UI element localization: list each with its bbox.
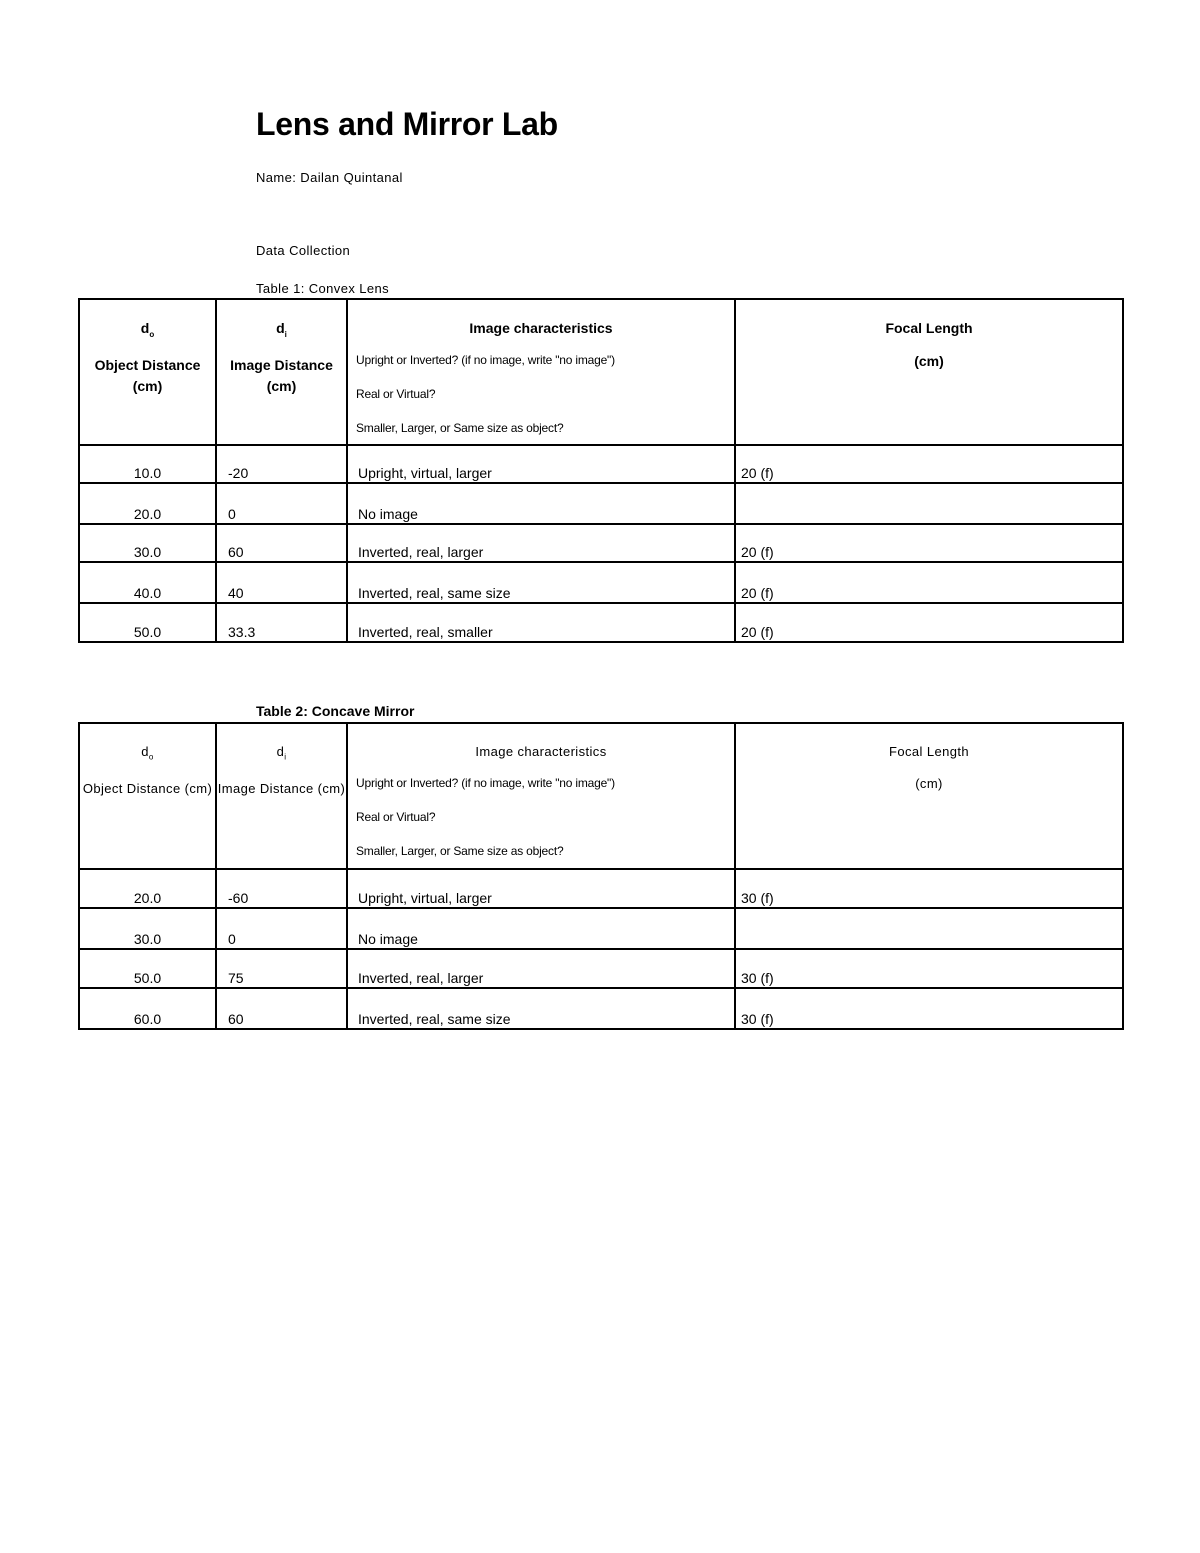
table-row [79,603,1123,642]
image-characteristics-title: Image characteristics [475,744,607,759]
image-distance-cell: 40 [216,562,347,603]
table-header-row [79,723,1123,869]
focal-length-header [735,299,1123,445]
image-distance-symbol: $d_i$ [276,320,287,339]
object-distance-cell: 20.0 [79,869,216,908]
focal-length-cell: 20 (f) [735,603,1123,642]
image-characteristics-header [347,299,735,445]
image-distance-cell: 0 [216,483,347,524]
concave-mirror-table [78,722,1124,1030]
image-distance-label: Image Distance (cm) [230,356,333,394]
image-characteristics-title: Image characteristics [469,320,613,336]
name-line: Name: Dailan Quintanal [256,170,403,185]
section-heading: Data Collection [256,243,351,258]
focal-length-cell [735,483,1123,524]
image-distance-cell: -20 [216,445,347,483]
object-distance-cell: 60.0 [79,988,216,1029]
image-characteristics-cell: Inverted, real, larger [347,524,735,562]
image-characteristics-cell: Inverted, real, larger [347,949,735,988]
image-characteristics-cell: No image [347,908,735,949]
image-distance-cell: 60 [216,524,347,562]
image-characteristics-cell: No image [347,483,735,524]
object-distance-header [79,299,216,445]
orientation-question: Upright or Inverted? (if no image, write "no image") [356,353,615,367]
focal-length-unit: (cm) [915,776,943,791]
real-virtual-question: Real or Virtual? [356,810,436,824]
object-distance-symbol: $d_o$ [141,744,154,762]
focal-length-title: Focal Length [885,320,973,336]
image-characteristics-cell: Upright, virtual, larger [347,869,735,908]
focal-length-cell: 30 (f) [735,869,1123,908]
focal-length-header [735,723,1123,869]
image-distance-cell: 0 [216,908,347,949]
table-row [79,562,1123,603]
real-virtual-question: Real or Virtual? [356,387,436,401]
image-distance-label: Image Distance (cm) [217,780,346,796]
table-header-row [79,299,1123,445]
object-distance-cell: 30.0 [79,524,216,562]
image-distance-header [216,299,347,445]
object-distance-symbol: $d_o$ [140,320,155,339]
object-distance-cell: 30.0 [79,908,216,949]
focal-length-cell: 20 (f) [735,562,1123,603]
size-question: Smaller, Larger, or Same size as object? [356,844,564,858]
object-distance-label: Object Distance (cm) [82,780,213,796]
object-distance-cell: 40.0 [79,562,216,603]
table-row [79,949,1123,988]
orientation-question: Upright or Inverted? (if no image, write "no image") [356,776,615,790]
object-distance-cell: 50.0 [79,603,216,642]
image-distance-cell: 60 [216,988,347,1029]
focal-length-cell [735,908,1123,949]
object-distance-label: Object Distance (cm) [94,356,201,394]
image-characteristics-cell: Upright, virtual, larger [347,445,735,483]
table-row [79,869,1123,908]
focal-length-cell: 30 (f) [735,949,1123,988]
image-characteristics-cell: Inverted, real, same size [347,562,735,603]
focal-length-title: Focal Length [889,744,969,759]
convex-lens-table [78,298,1124,643]
image-characteristics-cell: Inverted, real, same size [347,988,735,1029]
document-title: Lens and Mirror Lab [256,106,558,142]
table-row [79,524,1123,562]
object-distance-header [79,723,216,869]
size-question: Smaller, Larger, or Same size as object? [356,421,564,435]
focal-length-cell: 20 (f) [735,524,1123,562]
image-characteristics-header [347,723,735,869]
object-distance-cell: 10.0 [79,445,216,483]
focal-length-cell: 20 (f) [735,445,1123,483]
focal-length-unit: (cm) [914,353,944,369]
image-distance-header [216,723,347,869]
table-row [79,445,1123,483]
object-distance-cell: 50.0 [79,949,216,988]
table-row [79,908,1123,949]
table-row [79,988,1123,1029]
focal-length-cell: 30 (f) [735,988,1123,1029]
image-distance-cell: 33.3 [216,603,347,642]
image-characteristics-cell: Inverted, real, smaller [347,603,735,642]
table-row [79,483,1123,524]
object-distance-cell: 20.0 [79,483,216,524]
image-distance-cell: -60 [216,869,347,908]
table1-caption: Table 1: Convex Lens [256,281,390,296]
table2-caption: Table 2: Concave Mirror [256,703,415,719]
image-distance-symbol: $d_i$ [276,744,287,762]
image-distance-cell: 75 [216,949,347,988]
